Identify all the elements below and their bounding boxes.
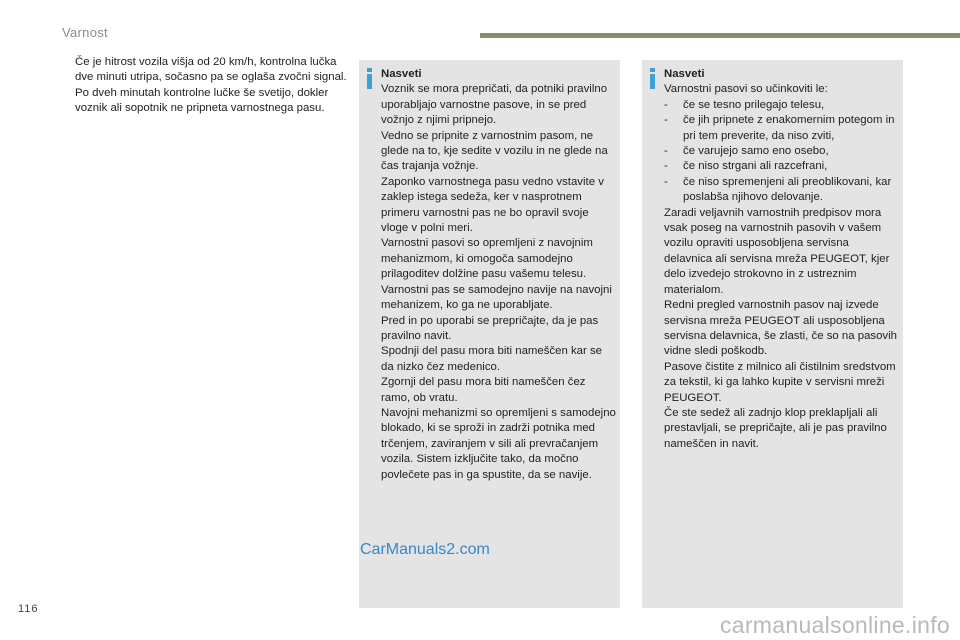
advice-panel-1 xyxy=(359,60,620,608)
advice-panel-2-body xyxy=(664,67,900,452)
paragraph: Spodnji del pasu mora biti nameščen kar se da nizko čez medenico. xyxy=(381,345,602,373)
list-item-text: če niso strgani ali razcefrani, xyxy=(683,160,828,173)
advice-panel-2 xyxy=(642,60,903,608)
list-item-text: če niso spremenjeni ali preoblikovani, kar poslabša njihovo delovanje. xyxy=(683,175,892,204)
panel-title: Nasveti xyxy=(381,68,422,80)
paragraph: Zaponko varnostnega pasu vedno vstavite v zaklep istega sedeža, ker v nasprotnem primeru varnostni pas ne bo opravil svoje vloge v polni meri. xyxy=(381,175,604,235)
paragraph: Vedno se pripnite z varnostnim pasom, ne glede na to, kje sedite v vozilu in ne glede na čas trajanja vožnje. xyxy=(381,129,608,173)
paragraph: Če ste sedež ali zadnjo klop preklapljali ali prestavljali, se prepričajte, ali je pas pravilno nameščen in navit. xyxy=(664,406,887,450)
advice-panel-1-body xyxy=(381,67,617,483)
paragraph: Pasove čistite z milnico ali čistilnim sredstvom za tekstil, ki ga lahko kupite v servisni mreži PEUGEOT. xyxy=(664,360,896,404)
info-icon xyxy=(367,68,372,89)
watermark-link[interactable]: CarManuals2.com xyxy=(360,541,490,558)
page-number: 116 xyxy=(18,603,39,615)
list-item: - če varujejo samo eno osebo, xyxy=(664,144,900,159)
list-item-text: če jih pripnete z enakomernim potegom in pri tem preverite, da niso zviti, xyxy=(683,114,895,142)
paragraph: Redni pregled varnostnih pasov naj izvede servisna mreža PEUGEOT ali usposobljena servisna delavnica, še zlasti, če so na pasovih vidne sledi poškodb. xyxy=(664,299,897,358)
list-item: - če se tesno prilegajo telesu, xyxy=(664,98,900,113)
lead-text: Varnostni pasovi so učinkoviti le: xyxy=(664,83,828,96)
intro-paragraph: Če je hitrost vozila višja od 20 km/h, kontrolna lučka dve minuti utripa, sočasno pa se oglaša zvočni signal. Po dveh minutah kontrolne lučke še svetijo, dokler voznik ali sopotnik ne pripneta varnostnega pasu. xyxy=(75,56,347,115)
paragraph: Zaradi veljavnih varnostnih predpisov mora vsak poseg na varnostnih pasovih v vašem vozilu opraviti usposobljena servisna delavnica ali servisna mreža PEUGEOT, kjer delo izvedejo strokovno in z ustreznim materialom. xyxy=(664,206,890,296)
paragraph: Zgornji del pasu mora biti nameščen čez ramo, ob vratu. xyxy=(381,376,586,404)
section-title: Varnost xyxy=(62,25,108,40)
list-item-text: če se tesno prilegajo telesu, xyxy=(683,98,825,111)
paragraph: Pred in po uporabi se prepričajte, da je pas pravilno navit. xyxy=(381,314,599,342)
paragraph: Voznik se mora prepričati, da potniki pravilno uporabljajo varnostne pasove, in se pred vožnjo z njimi pripnejo. xyxy=(381,83,608,127)
footer-site-link[interactable]: carmanualsonline.info xyxy=(719,612,950,638)
paragraph: Navojni mehanizmi so opremljeni s samodejno blokado, ki se sproži in zadrži potnika med trčenjem, zaviranjem v sili ali prevračanjem vozila. Sistem izključite tako, da močno povlečete pas in ga spustite, da se navije. xyxy=(381,406,616,481)
panel-title: Nasveti xyxy=(664,68,705,80)
list-item-text: če varujejo samo eno osebo, xyxy=(683,145,829,158)
list-item: - če niso spremenjeni ali preoblikovani, kar poslabša njihovo delovanje. xyxy=(664,175,900,206)
list-item: - če niso strgani ali razcefrani, xyxy=(664,159,900,174)
header-bar xyxy=(480,33,960,38)
info-icon xyxy=(650,68,655,89)
paragraph: Varnostni pasovi so opremljeni z navojnim mehanizmom, ki omogoča samodejno prilagoditev dolžine pasu vašemu telesu. Varnostni pas se samodejno navije na navojni mehanizem, ko ga ne uporabljate. xyxy=(381,237,612,312)
list-item: - če jih pripnete z enakomernim potegom in pri tem preverite, da niso zviti, xyxy=(664,113,900,144)
